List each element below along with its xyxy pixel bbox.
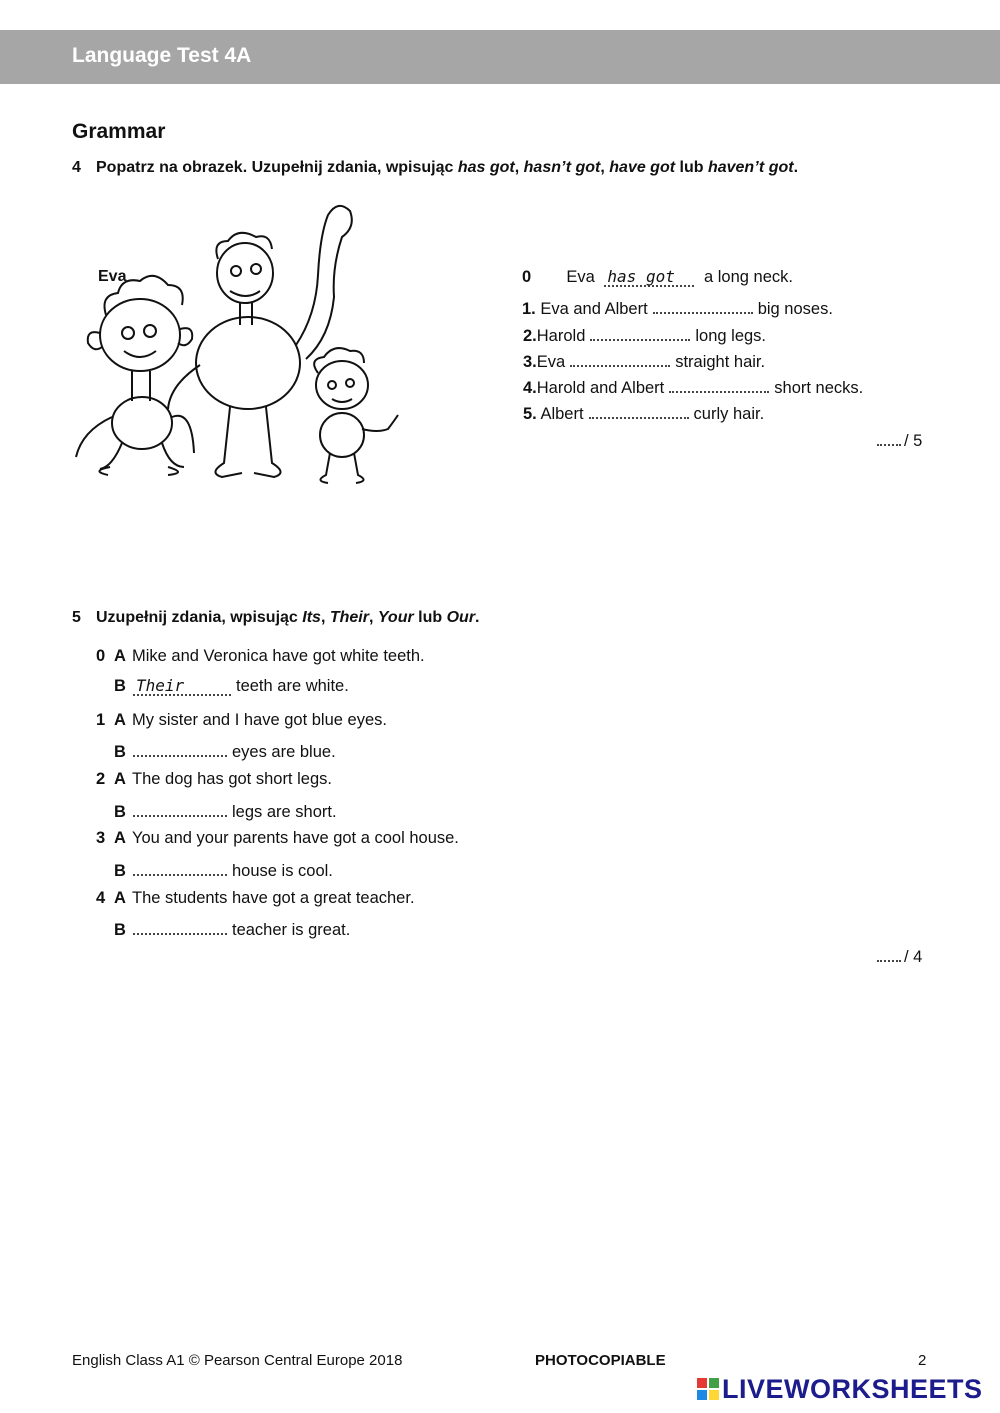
sentence-start: Harold and Albert <box>536 379 665 397</box>
speaker-b: B <box>114 677 126 695</box>
sentence-start: Eva and Albert <box>535 300 648 318</box>
item-number: 4. <box>523 379 537 397</box>
sentence-start: Albert <box>536 405 584 423</box>
answer-blank-5-4[interactable] <box>133 915 227 935</box>
item-number: 0 <box>522 268 532 286</box>
sentence-b-end: teeth are white. <box>236 677 349 695</box>
liveworksheets-logo[interactable] <box>696 1374 983 1405</box>
albert-figure <box>314 348 398 483</box>
task4-item-5 <box>523 399 764 424</box>
example-answer: has got <box>604 267 694 287</box>
option-has-got: has got <box>457 159 515 176</box>
task5-score <box>877 942 922 967</box>
task4-item-4 <box>523 373 863 398</box>
task4-number: 4 <box>72 159 81 176</box>
option-hasnt-got: hasn’t got <box>523 159 601 176</box>
task5-example-b <box>114 676 349 696</box>
task4-instruction <box>72 159 798 177</box>
score-blank[interactable] <box>877 942 901 962</box>
sentence-b-end: house is cool. <box>232 862 333 880</box>
answer-blank-4-4[interactable] <box>669 373 769 393</box>
task5-item-4-a <box>96 889 415 908</box>
speaker-a: A <box>114 829 126 847</box>
item-number: 5. <box>523 405 537 423</box>
section-title: Grammar <box>72 120 166 143</box>
item-number: 2 <box>96 770 106 788</box>
task5-example-a <box>96 647 425 666</box>
task5-item-3-a <box>96 829 459 848</box>
separator: , <box>600 159 610 176</box>
separator: , <box>320 609 330 626</box>
task4-item-3 <box>523 347 765 372</box>
option-your: Your <box>377 609 414 626</box>
answer-blank-5-3[interactable] <box>133 856 227 876</box>
answer-blank-5-1[interactable] <box>133 737 227 757</box>
period: . <box>475 609 480 626</box>
sentence-end: a long neck. <box>704 268 793 286</box>
sentence-a: My sister and I have got blue eyes. <box>132 711 387 729</box>
task5-item-2-a <box>96 770 332 789</box>
sentence-a: The students have got a great teacher. <box>132 889 415 907</box>
task4-score <box>877 426 922 451</box>
task5-item-2-b <box>114 797 337 822</box>
sentence-end: curly hair. <box>693 405 765 423</box>
separator: lub <box>675 159 708 176</box>
sentence-a: The dog has got short legs. <box>132 770 332 788</box>
speaker-a: A <box>114 647 126 665</box>
liveworksheets-mark-icon <box>696 1377 720 1401</box>
task5-number: 5 <box>72 609 81 626</box>
task5-item-3-b <box>114 856 333 881</box>
harold-figure <box>168 206 352 477</box>
option-havent-got: haven’t got <box>707 159 794 176</box>
speaker-b: B <box>114 803 126 821</box>
task5-item-1-a <box>96 711 387 730</box>
score-total: / 4 <box>904 948 923 966</box>
separator: lub <box>413 609 447 626</box>
page-number: 2 <box>918 1352 927 1369</box>
period: . <box>793 159 799 176</box>
speaker-b: B <box>114 862 126 880</box>
item-number: 0 <box>96 647 106 665</box>
sentence-b-end: teacher is great. <box>232 921 351 939</box>
sentence-end: big noses. <box>757 300 833 318</box>
sentence-end: short necks. <box>774 379 864 397</box>
item-number: 3 <box>96 829 106 847</box>
sentence-end: straight hair. <box>675 353 766 371</box>
item-number: 3. <box>523 353 537 371</box>
task4-item-1 <box>522 294 833 319</box>
option-its: Its <box>302 609 321 626</box>
task5-instruction-text: Uzupełnij zdania, wpisując <box>96 609 303 626</box>
task5-item-1-b <box>114 737 336 762</box>
answer-blank-4-3[interactable] <box>570 347 670 367</box>
answer-blank-4-2[interactable] <box>590 321 690 341</box>
score-blank[interactable] <box>877 426 901 446</box>
item-number: 1 <box>96 711 106 729</box>
item-number: 1. <box>522 300 536 318</box>
sentence-end: long legs. <box>695 327 767 345</box>
option-their: Their <box>329 609 369 626</box>
logo-text: LIVEWORKSHEETS <box>722 1374 983 1404</box>
task5-instruction <box>72 609 480 627</box>
sentence-b-end: legs are short. <box>232 803 337 821</box>
page-title: Language Test 4A <box>72 44 252 67</box>
sentence-b-end: eyes are blue. <box>232 743 336 761</box>
task4-item-2 <box>523 321 766 346</box>
sentence-start: Eva <box>566 268 595 286</box>
answer-blank-4-1[interactable] <box>653 294 753 314</box>
separator: , <box>514 159 524 176</box>
score-total: / 5 <box>904 432 923 450</box>
sentence-a: You and your parents have got a cool house. <box>132 829 459 847</box>
answer-blank-5-2[interactable] <box>133 797 227 817</box>
eva-label: Eva <box>98 268 127 285</box>
option-have-got: have got <box>609 159 676 176</box>
speaker-b: B <box>114 921 126 939</box>
item-number: 2. <box>523 327 537 345</box>
speaker-a: A <box>114 711 126 729</box>
eva-figure <box>76 276 194 475</box>
speaker-a: A <box>114 770 126 788</box>
sentence-a: Mike and Veronica have got white teeth. <box>132 647 425 665</box>
speaker-b: B <box>114 743 126 761</box>
speaker-a: A <box>114 889 126 907</box>
task4-example <box>522 267 793 287</box>
monster-family-illustration <box>70 195 410 495</box>
example-answer: Their <box>133 676 231 696</box>
footer-copyright: English Class A1 © Pearson Central Europe 2018 <box>72 1352 403 1369</box>
footer-photocopiable: PHOTOCOPIABLE <box>535 1352 666 1369</box>
task4-instruction-text: Popatrz na obrazek. Uzupełnij zdania, wpisując <box>96 159 458 176</box>
option-our: Our <box>446 609 476 626</box>
sentence-start: Eva <box>536 353 566 371</box>
task5-item-4-b <box>114 915 350 940</box>
answer-blank-4-5[interactable] <box>589 399 689 419</box>
separator: , <box>368 609 378 626</box>
item-number: 4 <box>96 889 106 907</box>
sentence-start: Harold <box>536 327 586 345</box>
